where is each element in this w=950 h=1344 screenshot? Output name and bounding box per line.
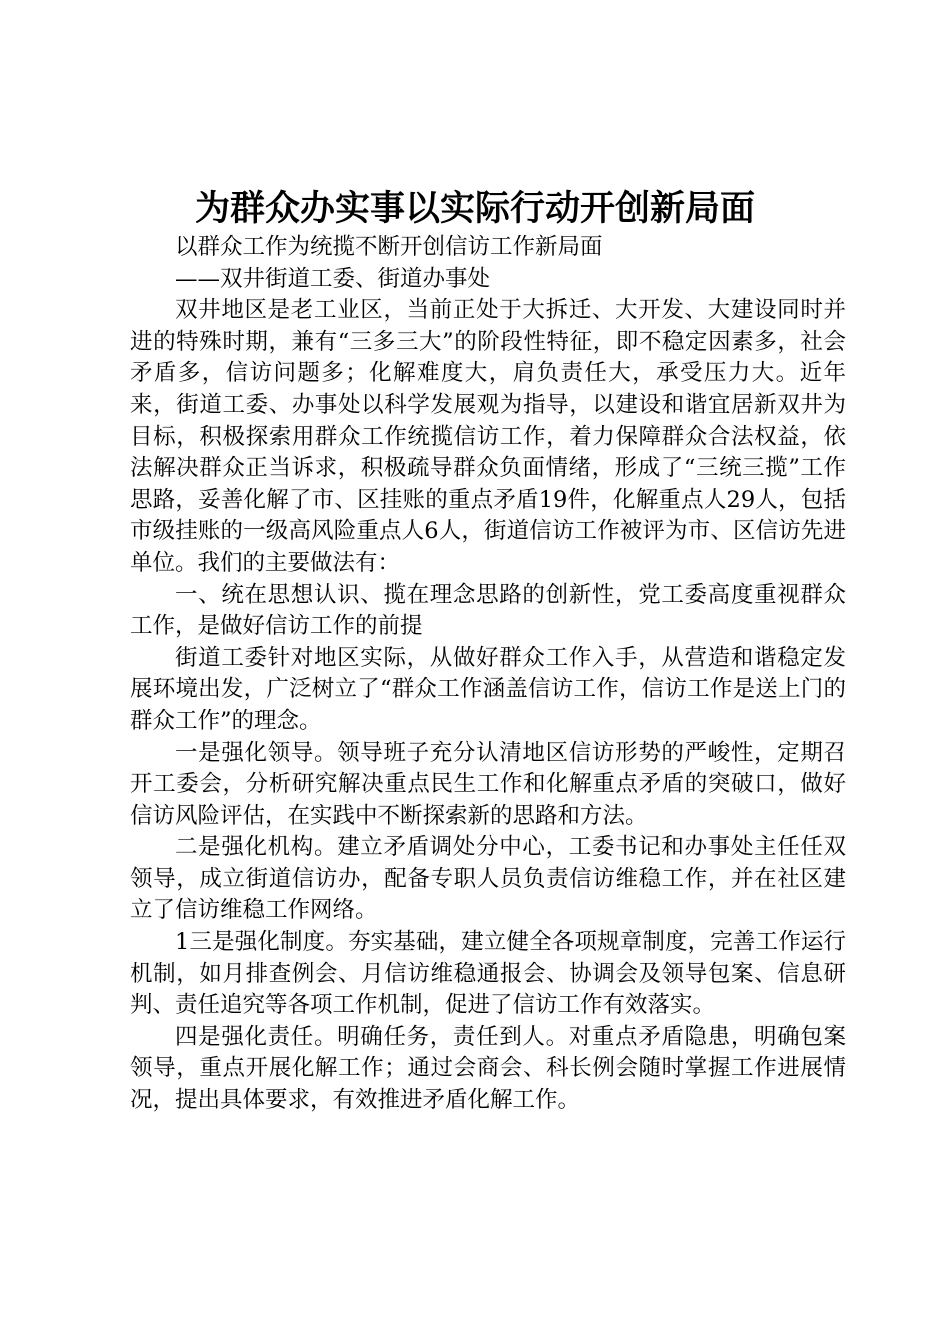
document-subtitle: 以群众工作为统揽不断开创信访工作新局面 (175, 234, 603, 260)
paragraph-system: 1三是强化制度。夯实基础，建立健全各项规章制度，完善工作运行机制，如月排查例会、月信访维稳通报会、协调会及领导包案、信息研判、责任追究等各项工作机制，促进了信访工作有效落实。 (130, 929, 846, 1019)
document-title: 为群众办实事以实际行动开创新局面 (194, 188, 755, 229)
paragraph-concept: 街道工委针对地区实际，从做好群众工作入手，从营造和谐稳定发展环境出发，广泛树立了“群众工作涵盖信访工作，信访工作是送上门的群众工作”的理念。 (130, 644, 846, 734)
paragraph-section-heading-1: 一、统在思想认识、揽在理念思路的创新性，党工委高度重视群众工作，是做好信访工作的前提 (130, 581, 846, 640)
document-body (130, 232, 846, 1117)
paragraph-responsibility: 四是强化责任。明确任务，责任到人。对重点矛盾隐患，明确包案领导，重点开展化解工作；通过会商会、科长例会随时掌握工作进展情况，提出具体要求，有效推进矛盾化解工作。 (130, 1023, 846, 1114)
paragraph-organization: 二是强化机构。建立矛盾调处分中心，工委书记和办事处主任任双领导，成立街道信访办，配备专职人员负责信访维稳工作，并在社区建立了信访维稳工作网络。 (130, 834, 846, 924)
document-byline: ——双井街道工委、街道办事处 (175, 265, 491, 292)
paragraph-leadership: 一是强化领导。领导班子充分认清地区信访形势的严峻性，定期召开工委会，分析研究解决重点民生工作和化解重点矛盾的突破口，做好信访风险评估，在实践中不断探索新的思路和方法。 (130, 739, 846, 829)
paragraph-intro: 双井地区是老工业区，当前正处于大拆迁、大开发、大建设同时并进的特殊时期，兼有“三多三大”的阶段性特征，即不稳定因素多，社会矛盾多，信访问题多；化解难度大，肩负责任大，承受压力大。近年来，街道工委、办事处以科学发展观为指导，以建设和谐宜居新双井为目标，积极探索用群众工作统揽信访工作，着力保障群众合法权益，依法解决群众正当诉求，积极疏导群众负面情绪，形成了“三统三揽”工作思路，妥善化解了市、区挂账的重点矛盾19件，化解重点人29人，包括市级挂账的一级高风险重点人6人，街道信访工作被评为市、区信访先进单位。我们的主要做法有： (130, 297, 846, 576)
